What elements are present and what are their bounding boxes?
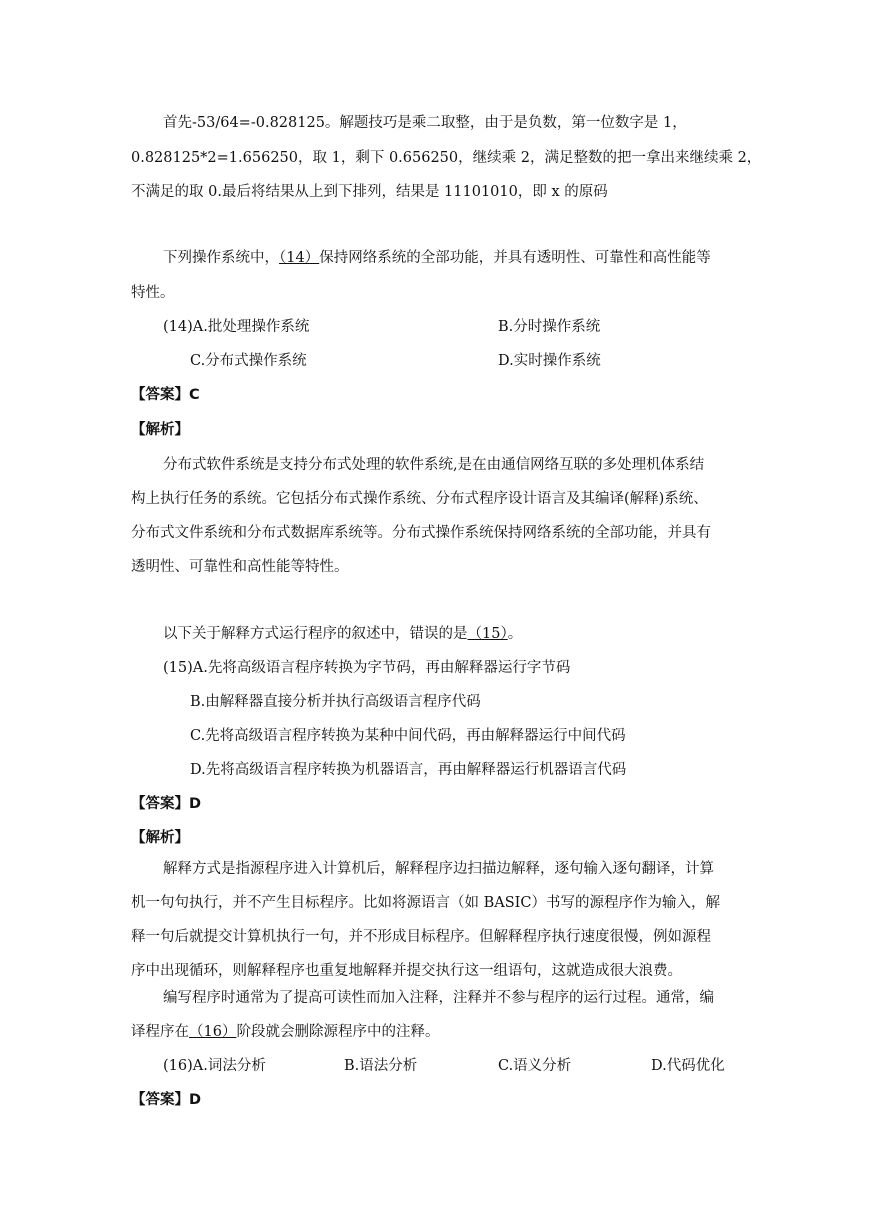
q14-option-b: B.分时操作系统	[498, 319, 601, 335]
q14-analysis-line-2: 构上执行任务的系统。它包括分布式操作系统、分布式程序设计语言及其编译(解释)系统、	[131, 491, 708, 507]
q14-analysis-label: 【解析】	[131, 422, 189, 438]
q14-analysis-line-1: 分布式软件系统是支持分布式处理的软件系统,是在由通信网络互联的多处理机体系结	[163, 457, 705, 473]
q15-analysis-line-4: 序中出现循环，则解释程序也重复地解释并提交执行这一组语句，这就造成很大浪费。	[131, 963, 682, 979]
q16-option-d: D.代码优化	[651, 1058, 725, 1074]
q16-stem-line-2	[131, 1022, 439, 1042]
q15-analysis-line-3: 释一句后就提交计算机执行一句，并不形成目标程序。但解释程序执行速度很慢，例如源程	[131, 929, 711, 945]
intro-line-3: 不满足的取 0.最后将结果从上到下排列，结果是 11101010，即 x 的原码	[131, 184, 608, 200]
q15-stem	[163, 624, 522, 644]
q14-stem-text-b: 保持网络系统的全部功能，并具有透明性、可靠性和高性能等	[319, 250, 711, 266]
q15-answer: 【答案】D	[131, 796, 202, 812]
q14-stem-text-a: 下列操作系统中，	[163, 250, 279, 266]
q15-stem-text-b: 。	[507, 626, 523, 642]
q16-answer: 【答案】D	[131, 1092, 202, 1108]
q15-option-c: C.先将高级语言程序转换为某种中间代码，再由解释器运行中间代码	[190, 728, 626, 744]
q16-option-a: (16)A.词法分析	[163, 1058, 266, 1074]
q16-stem-text-a: 译程序在	[131, 1024, 189, 1040]
q14-analysis-line-3: 分布式文件系统和分布式数据库系统等。分布式操作系统保持网络系统的全部功能，并具有	[131, 525, 711, 541]
q14-stem-line-2: 特性。	[131, 285, 175, 301]
q16-option-c: C.语义分析	[498, 1058, 572, 1074]
q15-stem-text-a: 以下关于解释方式运行程序的叙述中，错误的是	[163, 626, 468, 642]
q16-blank: （16）	[189, 1024, 237, 1040]
q16-stem-text-b: 阶段就会删除源程序中的注释。	[236, 1024, 440, 1040]
q15-analysis-line-2: 机一句句执行，并不产生目标程序。比如将源语言（如 BASIC）书写的源程序作为输入，解	[131, 895, 720, 911]
q15-blank: （15）	[467, 626, 508, 642]
q15-analysis-label: 【解析】	[131, 830, 189, 846]
q14-stem-line-1	[163, 248, 711, 268]
intro-line-1: 首先-53/64=-0.828125。解题技巧是乘二取整，由于是负数，第一位数字是 1，	[163, 115, 687, 131]
q15-option-a: (15)A.先将高级语言程序转换为字节码，再由解释器运行字节码	[163, 660, 571, 676]
q14-option-a: (14)A.批处理操作系统	[163, 319, 310, 335]
q15-option-b: B.由解释器直接分析并执行高级语言程序代码	[190, 694, 481, 710]
intro-line-2: 0.828125*2=1.656250，取 1，剩下 0.656250，继续乘 2，满足整数的把一拿出来继续乘 2，	[131, 150, 762, 166]
q14-option-d: D.实时操作系统	[498, 353, 601, 369]
q16-option-b: B.语法分析	[344, 1058, 418, 1074]
q15-analysis-line-1: 解释方式是指源程序进入计算机后，解释程序边扫描边解释，逐句输入逐句翻译，计算	[163, 861, 714, 877]
q14-option-c: C.分布式操作系统	[190, 353, 307, 369]
q15-option-d: D.先将高级语言程序转换为机器语言，再由解释器运行机器语言代码	[190, 762, 627, 778]
q16-stem-line-1: 编写程序时通常为了提高可读性而加入注释，注释并不参与程序的运行过程。通常，编	[163, 990, 714, 1006]
q14-analysis-line-4: 透明性、可靠性和高性能等特性。	[131, 559, 349, 575]
q14-blank: （14）	[279, 250, 320, 266]
q14-answer: 【答案】C	[131, 387, 200, 403]
